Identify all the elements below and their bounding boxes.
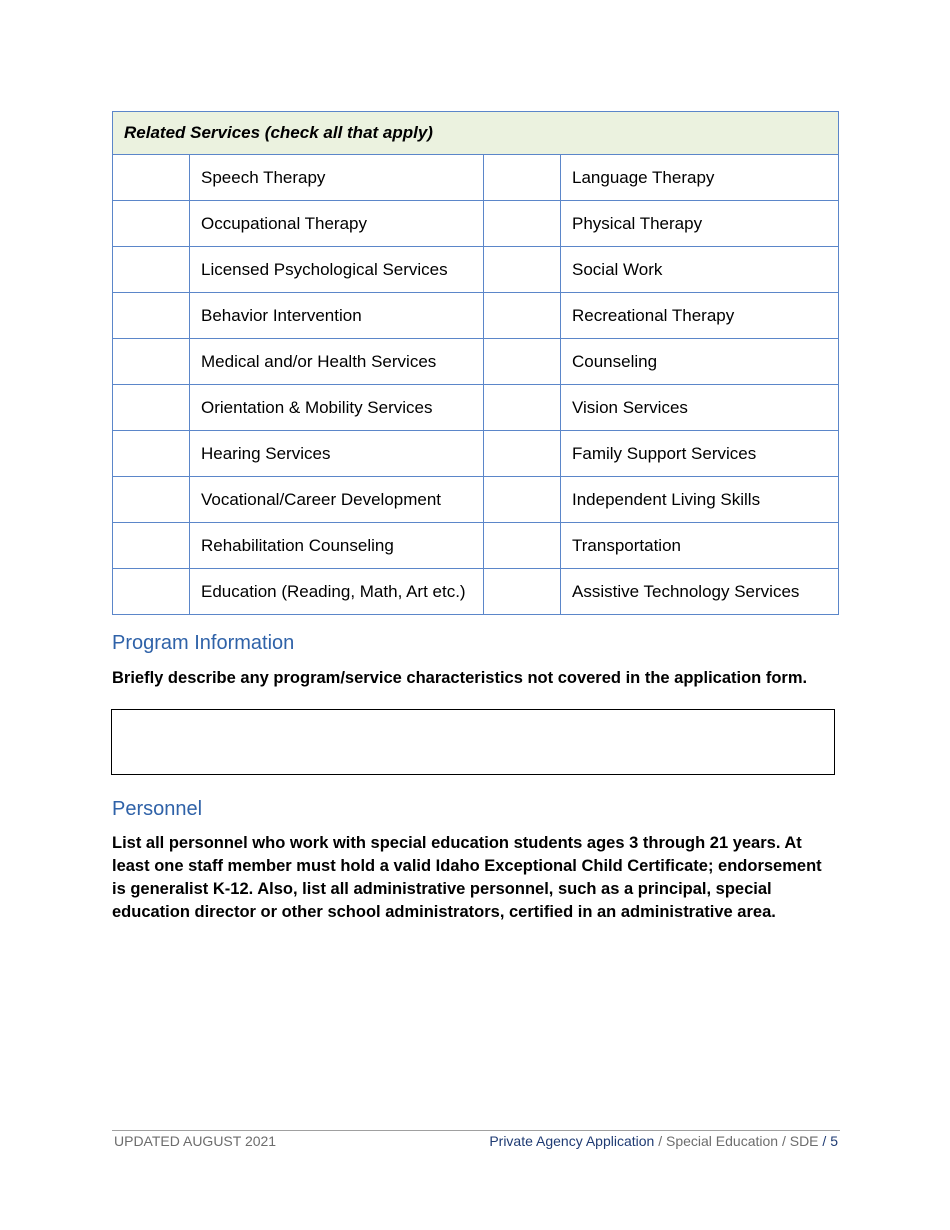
service-label: Transportation: [561, 523, 839, 569]
service-checkbox-cell[interactable]: [113, 431, 190, 477]
service-row: [113, 477, 839, 523]
footer-separator: /: [778, 1133, 790, 1149]
service-row: [113, 431, 839, 477]
service-checkbox-cell[interactable]: [113, 385, 190, 431]
service-checkbox-cell[interactable]: [484, 201, 561, 247]
service-label: Physical Therapy: [561, 201, 839, 247]
footer-breadcrumb: [489, 1133, 838, 1149]
service-label: Independent Living Skills: [561, 477, 839, 523]
service-row: [113, 293, 839, 339]
service-label: Vision Services: [561, 385, 839, 431]
service-label: Education (Reading, Math, Art etc.): [190, 569, 484, 615]
service-checkbox-cell[interactable]: [113, 569, 190, 615]
footer-divider: [112, 1130, 840, 1131]
service-label: Behavior Intervention: [190, 293, 484, 339]
service-row: [113, 247, 839, 293]
service-checkbox-cell[interactable]: [484, 293, 561, 339]
service-checkbox-cell[interactable]: [484, 477, 561, 523]
footer-updated: UPDATED AUGUST 2021: [114, 1133, 277, 1149]
service-checkbox-cell[interactable]: [484, 385, 561, 431]
service-row: [113, 385, 839, 431]
service-label: Assistive Technology Services: [561, 569, 839, 615]
service-label: Language Therapy: [561, 155, 839, 201]
service-checkbox-cell[interactable]: [484, 247, 561, 293]
service-checkbox-cell[interactable]: [113, 247, 190, 293]
service-label: Orientation & Mobility Services: [190, 385, 484, 431]
service-checkbox-cell[interactable]: [484, 155, 561, 201]
service-checkbox-cell[interactable]: [113, 523, 190, 569]
service-label: Rehabilitation Counseling: [190, 523, 484, 569]
related-services-table: [112, 111, 839, 615]
personnel-prompt: List all personnel who work with special education students ages 3 through 21 years. At least one staff member must hold a valid Idaho Exceptional Child Certificate; endorsement is generalist K-12. Also, list all administrative personnel, such as a principal, special education director or other school administrators, certified in an administrative area.: [112, 834, 822, 921]
footer-agency: SDE: [789, 1133, 819, 1149]
service-label: Recreational Therapy: [561, 293, 839, 339]
service-checkbox-cell[interactable]: [484, 339, 561, 385]
program-description-input[interactable]: [111, 709, 835, 775]
service-checkbox-cell[interactable]: [113, 477, 190, 523]
footer-dept: Special Education: [665, 1133, 779, 1149]
service-label: Occupational Therapy: [190, 201, 484, 247]
footer-separator: /: [818, 1133, 831, 1149]
service-label: Hearing Services: [190, 431, 484, 477]
service-row: [113, 339, 839, 385]
service-label: Family Support Services: [561, 431, 839, 477]
service-checkbox-cell[interactable]: [484, 569, 561, 615]
footer-page-number: 5: [830, 1133, 838, 1149]
service-row: [113, 523, 839, 569]
service-row: [113, 201, 839, 247]
related-services-header-row: [113, 112, 839, 155]
service-row: [113, 155, 839, 201]
program-information-prompt: Briefly describe any program/service characteristics not covered in the application form.: [112, 669, 808, 687]
service-label: Licensed Psychological Services: [190, 247, 484, 293]
service-checkbox-cell[interactable]: [113, 339, 190, 385]
service-label: Counseling: [561, 339, 839, 385]
service-label: Speech Therapy: [190, 155, 484, 201]
service-checkbox-cell[interactable]: [113, 155, 190, 201]
service-checkbox-cell[interactable]: [484, 523, 561, 569]
service-checkbox-cell[interactable]: [484, 431, 561, 477]
program-information-title: Program Information: [112, 632, 295, 654]
service-checkbox-cell[interactable]: [113, 201, 190, 247]
service-checkbox-cell[interactable]: [113, 293, 190, 339]
footer-app-name: Private Agency Application: [489, 1133, 655, 1149]
footer-separator: /: [654, 1133, 666, 1149]
personnel-title: Personnel: [112, 798, 203, 820]
related-services-header: Related Services (check all that apply): [113, 112, 839, 155]
service-label: Medical and/or Health Services: [190, 339, 484, 385]
service-label: Social Work: [561, 247, 839, 293]
service-row: [113, 569, 839, 615]
service-label: Vocational/Career Development: [190, 477, 484, 523]
